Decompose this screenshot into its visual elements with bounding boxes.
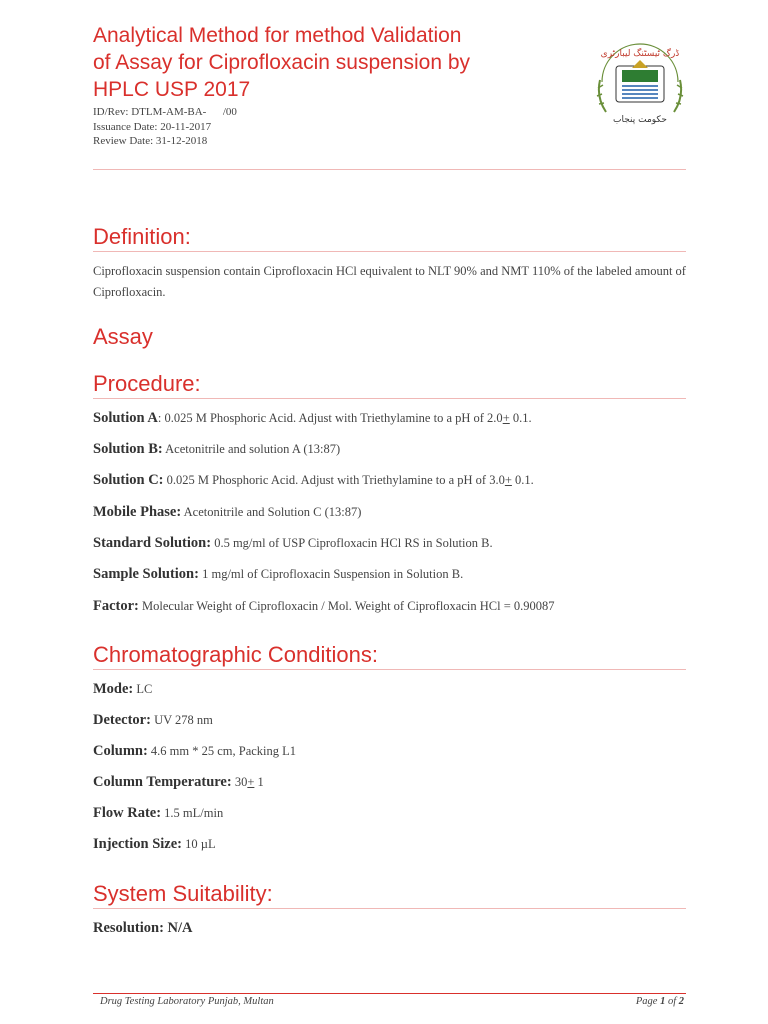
chromatographic-rule: [93, 669, 686, 670]
page-number: 1: [660, 996, 666, 1007]
procedure-item-sample-solution: Sample Solution: 1 mg/ml of Ciprofloxacin Suspension in Solution B.: [93, 566, 464, 582]
definition-rule: [93, 251, 686, 252]
procedure-item-solution-b: Solution B: Acetonitrile and solution A (13:87): [93, 441, 341, 457]
page-total: 2: [678, 996, 684, 1007]
procedure-heading: Procedure:: [93, 371, 201, 396]
procedure-item-solution-a: Solution A: 0.025 M Phosphoric Acid. Adjust with Triethylamine to a pH of 2.0+ 0.1.: [93, 410, 532, 426]
review-date: Review Date: 31-12-2018: [93, 135, 208, 147]
condition-injection-size: Injection Size: 10 µL: [93, 836, 216, 852]
assay-heading: Assay: [93, 324, 153, 349]
title-line-1: Analytical Method for method Validation: [93, 24, 462, 47]
header-divider: [93, 169, 686, 170]
issuance-date: Issuance Date: 20-11-2017: [93, 120, 212, 133]
definition-text: Ciprofloxacin suspension contain Ciprofloxacin HCl equivalent to NLT 90% and NMT 110% of the labeled amount of Ciprofloxacin.: [93, 264, 686, 299]
procedure-item-standard-solution: Standard Solution: 0.5 mg/ml of USP Ciprofloxacin HCl RS in Solution B.: [93, 535, 493, 551]
chromatographic-heading: Chromatographic Conditions:: [93, 642, 378, 667]
title-line-2: of Assay for Ciprofloxacin suspension by: [93, 51, 471, 74]
condition-column-temperature: Column Temperature: 30+ 1: [93, 774, 264, 790]
procedure-item-solution-c: Solution C: 0.025 M Phosphoric Acid. Adjust with Triethylamine to a pH of 3.0+ 0.1.: [93, 472, 534, 488]
system-suitability-heading: System Suitability:: [93, 881, 273, 906]
document-meta: [93, 105, 237, 149]
logo-caption: حکومت پنجاب: [613, 115, 667, 125]
system-suitability-rule: [93, 908, 686, 909]
suitability-resolution: Resolution: N/A: [93, 920, 193, 936]
document-title: [93, 22, 573, 103]
punjab-government-logo-icon: [592, 42, 688, 128]
procedure-rule: [93, 398, 686, 399]
page-indicator: Page 1 of 2: [635, 996, 684, 1007]
condition-flow-rate: Flow Rate: 1.5 mL/min: [93, 805, 224, 821]
footer-rule: [93, 993, 686, 994]
logo-arc-text: ڈرگ ٹیسٹنگ لیبارٹری: [600, 49, 680, 59]
procedure-item-factor: Factor: Molecular Weight of Ciprofloxacin / Mol. Weight of Ciprofloxacin HCl = 0.90087: [93, 598, 555, 614]
definition-heading: Definition:: [93, 224, 191, 249]
id-rev: ID/Rev: DTLM-AM-BA- /00: [93, 106, 237, 118]
condition-detector: Detector: UV 278 nm: [93, 712, 213, 728]
procedure-item-mobile-phase: Mobile Phase: Acetonitrile and Solution C (13:87): [93, 504, 362, 520]
title-line-3: HPLC USP 2017: [93, 78, 251, 101]
condition-column: Column: 4.6 mm * 25 cm, Packing L1: [93, 743, 297, 759]
footer-lab-name: Drug Testing Laboratory Punjab, Multan: [100, 996, 274, 1007]
condition-mode: Mode: LC: [93, 681, 153, 697]
